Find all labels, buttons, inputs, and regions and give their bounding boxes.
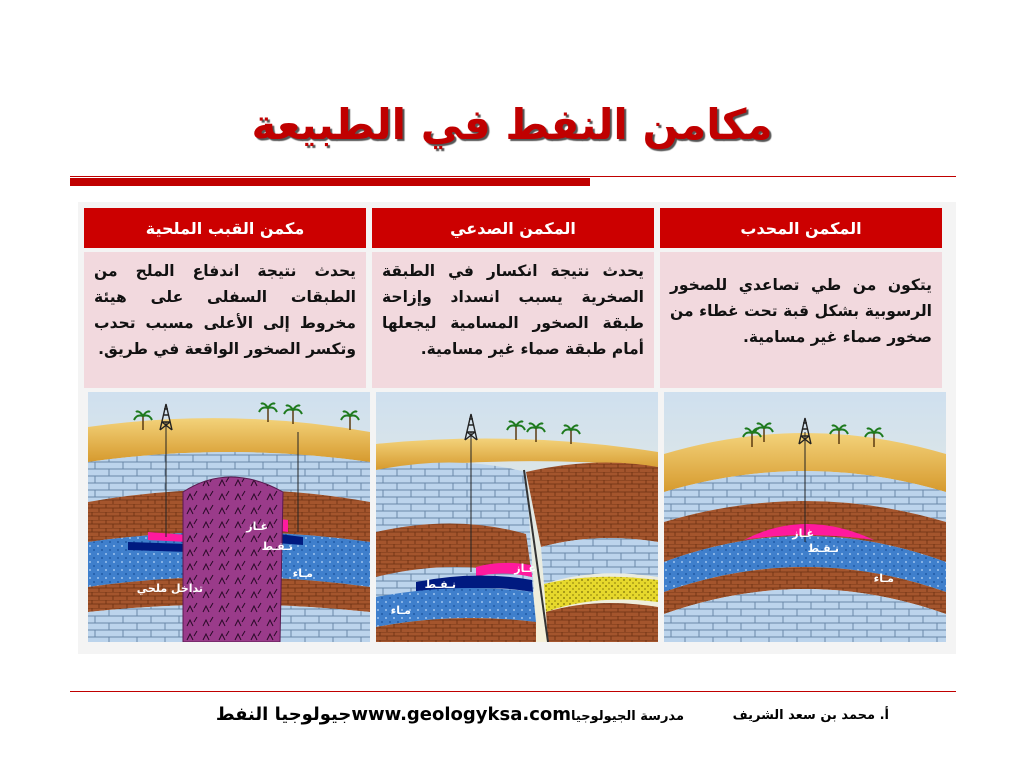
water-label: مـاء (292, 567, 313, 580)
column-anticline (660, 208, 942, 388)
gas-label: غـاز (246, 520, 268, 533)
column-description: يحدث نتيجة اندفاع الملح من الطبقات السفلى على هيئة مخروط إلى الأعلى مسبب تحدب وتكسر الصخور الواقعة في طريق. (84, 252, 366, 388)
salt-label: تداخل ملحي (136, 582, 203, 595)
salt-dome-diagram (88, 392, 370, 642)
oil-label: نـفـط (261, 540, 293, 553)
footer-suffix: جيولوجيا النفط (215, 704, 352, 725)
footer-divider (70, 691, 956, 692)
oil-label: نـفـط (424, 578, 456, 591)
column-header: المكمن الصدعي (372, 208, 654, 248)
water-label: مـاء (873, 572, 894, 585)
footer-url[interactable]: www.geologyksa.com (351, 704, 571, 725)
column-description: يحدث نتيجة انكسار في الطبقة الصخرية يسبب انسداد وإزاحة طبقة الصخور المسامية ليجعلها أمام طبقة صماء غير مسامية. (372, 252, 654, 388)
anticline-diagram (664, 392, 946, 642)
footer-author: أ. محمد بن سعد الشريف (732, 708, 889, 723)
column-fault (372, 208, 654, 388)
water-label: مـاء (390, 604, 411, 617)
column-header: المكمن المحدب (660, 208, 942, 248)
column-salt-dome (84, 208, 366, 388)
footer-school (216, 704, 684, 725)
title-accent-bar (70, 178, 590, 186)
gas-label: غـاز (792, 527, 814, 540)
column-header: مكمن القبب الملحية (84, 208, 366, 248)
title-underline (70, 176, 956, 177)
fault-trap-diagram (376, 392, 658, 642)
gas-label: غـاز (514, 562, 536, 575)
column-description: يتكون من طي تصاعدي للصخور الرسوبية بشكل قبة تحت غطاء من صخور صماء غير مسامية. (660, 252, 942, 388)
footer-school-name: مدرسة الجيولوجيا (571, 709, 684, 724)
oil-label: نـفـط (807, 542, 839, 555)
slide-title: مكامن النفط في الطبيعة (251, 100, 773, 149)
